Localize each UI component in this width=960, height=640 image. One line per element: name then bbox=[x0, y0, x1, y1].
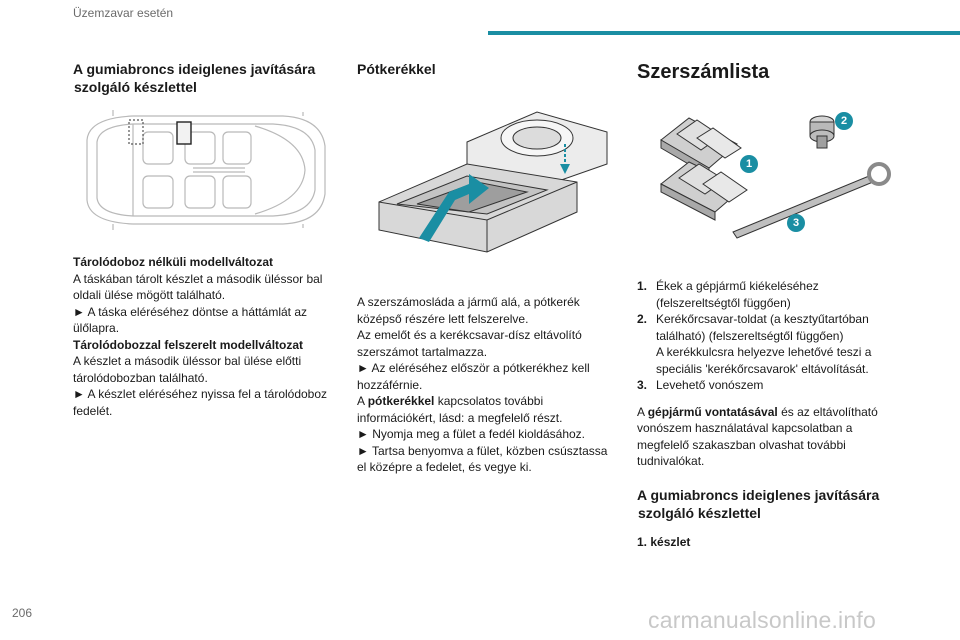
storage-variant-text: A készlet a második üléssor bal ülése előtti tárolódobozban található. bbox=[73, 354, 302, 385]
spare-wheel-heading: Pótkerékkel bbox=[357, 61, 436, 77]
watermark: carmanualsonline.info bbox=[648, 607, 876, 633]
list-item: 1. Ékek a gépjármű kiékeléséhez (felszereltségtől függően) bbox=[637, 279, 819, 310]
section-title: Üzemzavar esetén bbox=[73, 6, 174, 20]
callout-3: 3 bbox=[787, 214, 805, 232]
no-storage-variant-step: ► A táska eléréséhez döntse a háttámlát az ülőlapra. bbox=[73, 304, 308, 335]
kit-1-subtitle: 1. készlet bbox=[637, 534, 691, 549]
list-item: 2. Kerékőrcsavar-toldat (a kesztyűtartóban található) (felszereltségtől függően) A kerékkulcsra helyezve lehetővé teszi a speciális 'kerékőrcsavarok' eltávolítását. bbox=[637, 312, 872, 376]
towing-reference: A gépjármű vontatásával és az eltávolítható vonószem használatával kapcsolatban a megfelelő szakaszban olvashat további tudnivalókat. bbox=[637, 404, 878, 468]
header-accent-rule bbox=[488, 31, 960, 35]
list-item: 3. Levehető vonószem bbox=[637, 378, 764, 392]
repair-kit-heading-line2: szolgáló készlettel bbox=[74, 79, 197, 95]
toolbox-location-text: A szerszámosláda a jármű alá, a pótkerék középső részére lett felszerelve. bbox=[357, 295, 580, 326]
callout-2: 2 bbox=[835, 112, 853, 130]
toolbox-access-step: ► Az eléréséhez először a pótkerékhez kell hozzáférnie. bbox=[357, 361, 590, 392]
release-tab-step: ► Nyomja meg a fület a fedél kioldásához. bbox=[357, 427, 585, 441]
no-storage-variant-text: A táskában tárolt készlet a második üléssor bal oldali ülése mögött található. bbox=[73, 271, 323, 302]
callout-1: 1 bbox=[740, 155, 758, 173]
column-tool-list bbox=[637, 60, 899, 550]
no-storage-variant-title: Tárolódoboz nélküli modellváltozat bbox=[73, 255, 274, 269]
storage-variant-title: Tárolódobozzal felszerelt modellváltozat bbox=[73, 337, 304, 352]
repair-kit-heading-line1: A gumiabroncs ideiglenes javítására bbox=[73, 61, 316, 77]
slide-cover-step: ► Tartsa benyomva a fület, közben csúsztassa el középre a fedelet, és vegye ki. bbox=[357, 443, 608, 474]
column-repair-kit bbox=[73, 60, 335, 419]
column-spare-wheel bbox=[357, 60, 619, 476]
tool-list bbox=[637, 278, 899, 394]
spare-wheel-reference: A pótkerékkel kapcsolatos további információkért, lásd: a megfelelő részt. bbox=[357, 394, 563, 425]
storage-variant-step: ► A készlet eléréséhez nyissa fel a tárolódoboz fedelét. bbox=[73, 387, 328, 418]
toolbox-contents-text: Az emelőt és a kerékcsavar-dísz eltávolító szerszámot tartalmazza. bbox=[357, 328, 582, 359]
repair-kit-heading-2: A gumiabroncs ideiglenes javítására szolgáló készlettel bbox=[637, 486, 880, 521]
page-number: 206 bbox=[12, 606, 33, 620]
tool-list-heading: Szerszámlista bbox=[637, 61, 770, 83]
repair-kit-heading bbox=[73, 60, 335, 96]
spare-wheel-toolbox-illustration bbox=[357, 92, 619, 262]
tools-illustration bbox=[637, 92, 899, 244]
car-topview-illustration bbox=[73, 110, 335, 230]
